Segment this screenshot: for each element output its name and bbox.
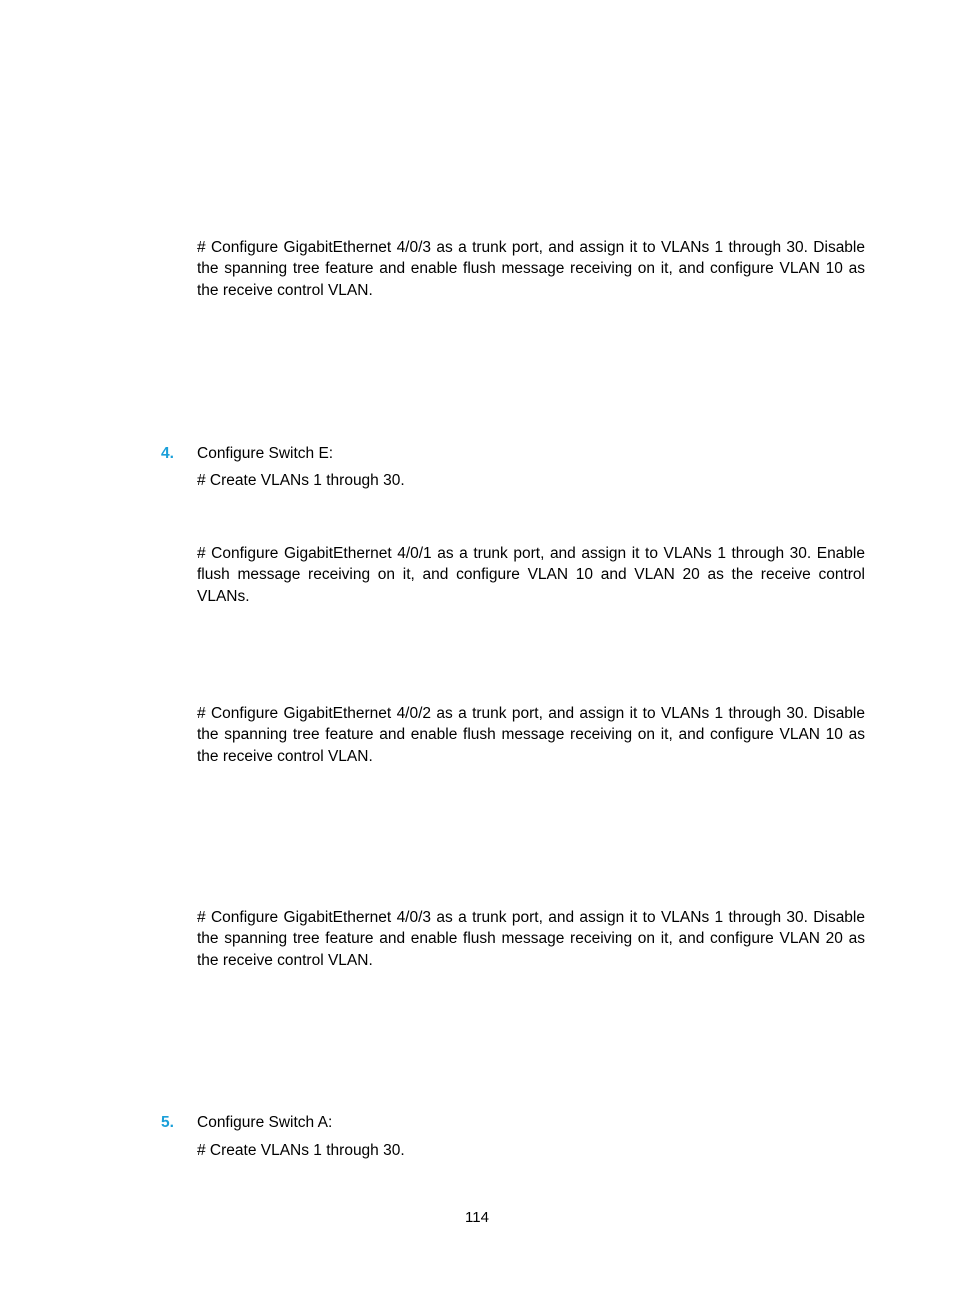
step-label-configure-switch-a: Configure Switch A: bbox=[197, 1114, 333, 1131]
step-label-configure-switch-e: Configure Switch E: bbox=[197, 445, 334, 462]
paragraph-create-vlans: # Create VLANs 1 through 30. bbox=[197, 472, 405, 489]
paragraph-configure-ge403-trunk: # Configure GigabitEthernet 4/0/3 as a trunk port, and assign it to VLANs 1 through 30. Disable the spanning tree feature and enable flush message receiving on it, and configure VLAN 10 as the receive control VLAN. bbox=[197, 239, 865, 299]
paragraph-configure-ge403-trunk-vlan20: # Configure GigabitEthernet 4/0/3 as a trunk port, and assign it to VLANs 1 through 30. Disable the spanning tree feature and enable flush message receiving on it, and configure VLAN 20 as the receive control VLAN. bbox=[197, 909, 865, 969]
page-number: 114 bbox=[465, 1209, 489, 1226]
paragraph-configure-ge402-trunk: # Configure GigabitEthernet 4/0/2 as a trunk port, and assign it to VLANs 1 through 30. Disable the spanning tree feature and enable flush message receiving on it, and configure VLAN 10 as the receive control VLAN. bbox=[197, 705, 865, 765]
paragraph-create-vlans-switch-a: # Create VLANs 1 through 30. bbox=[197, 1142, 405, 1159]
step-number-4: 4. bbox=[161, 445, 174, 462]
paragraph-configure-ge401-trunk: # Configure GigabitEthernet 4/0/1 as a trunk port, and assign it to VLANs 1 through 30. Enable flush message receiving on it, and configure VLAN 10 and VLAN 20 as the receive control VLANs. bbox=[197, 545, 865, 605]
step-number-5: 5. bbox=[161, 1114, 174, 1131]
